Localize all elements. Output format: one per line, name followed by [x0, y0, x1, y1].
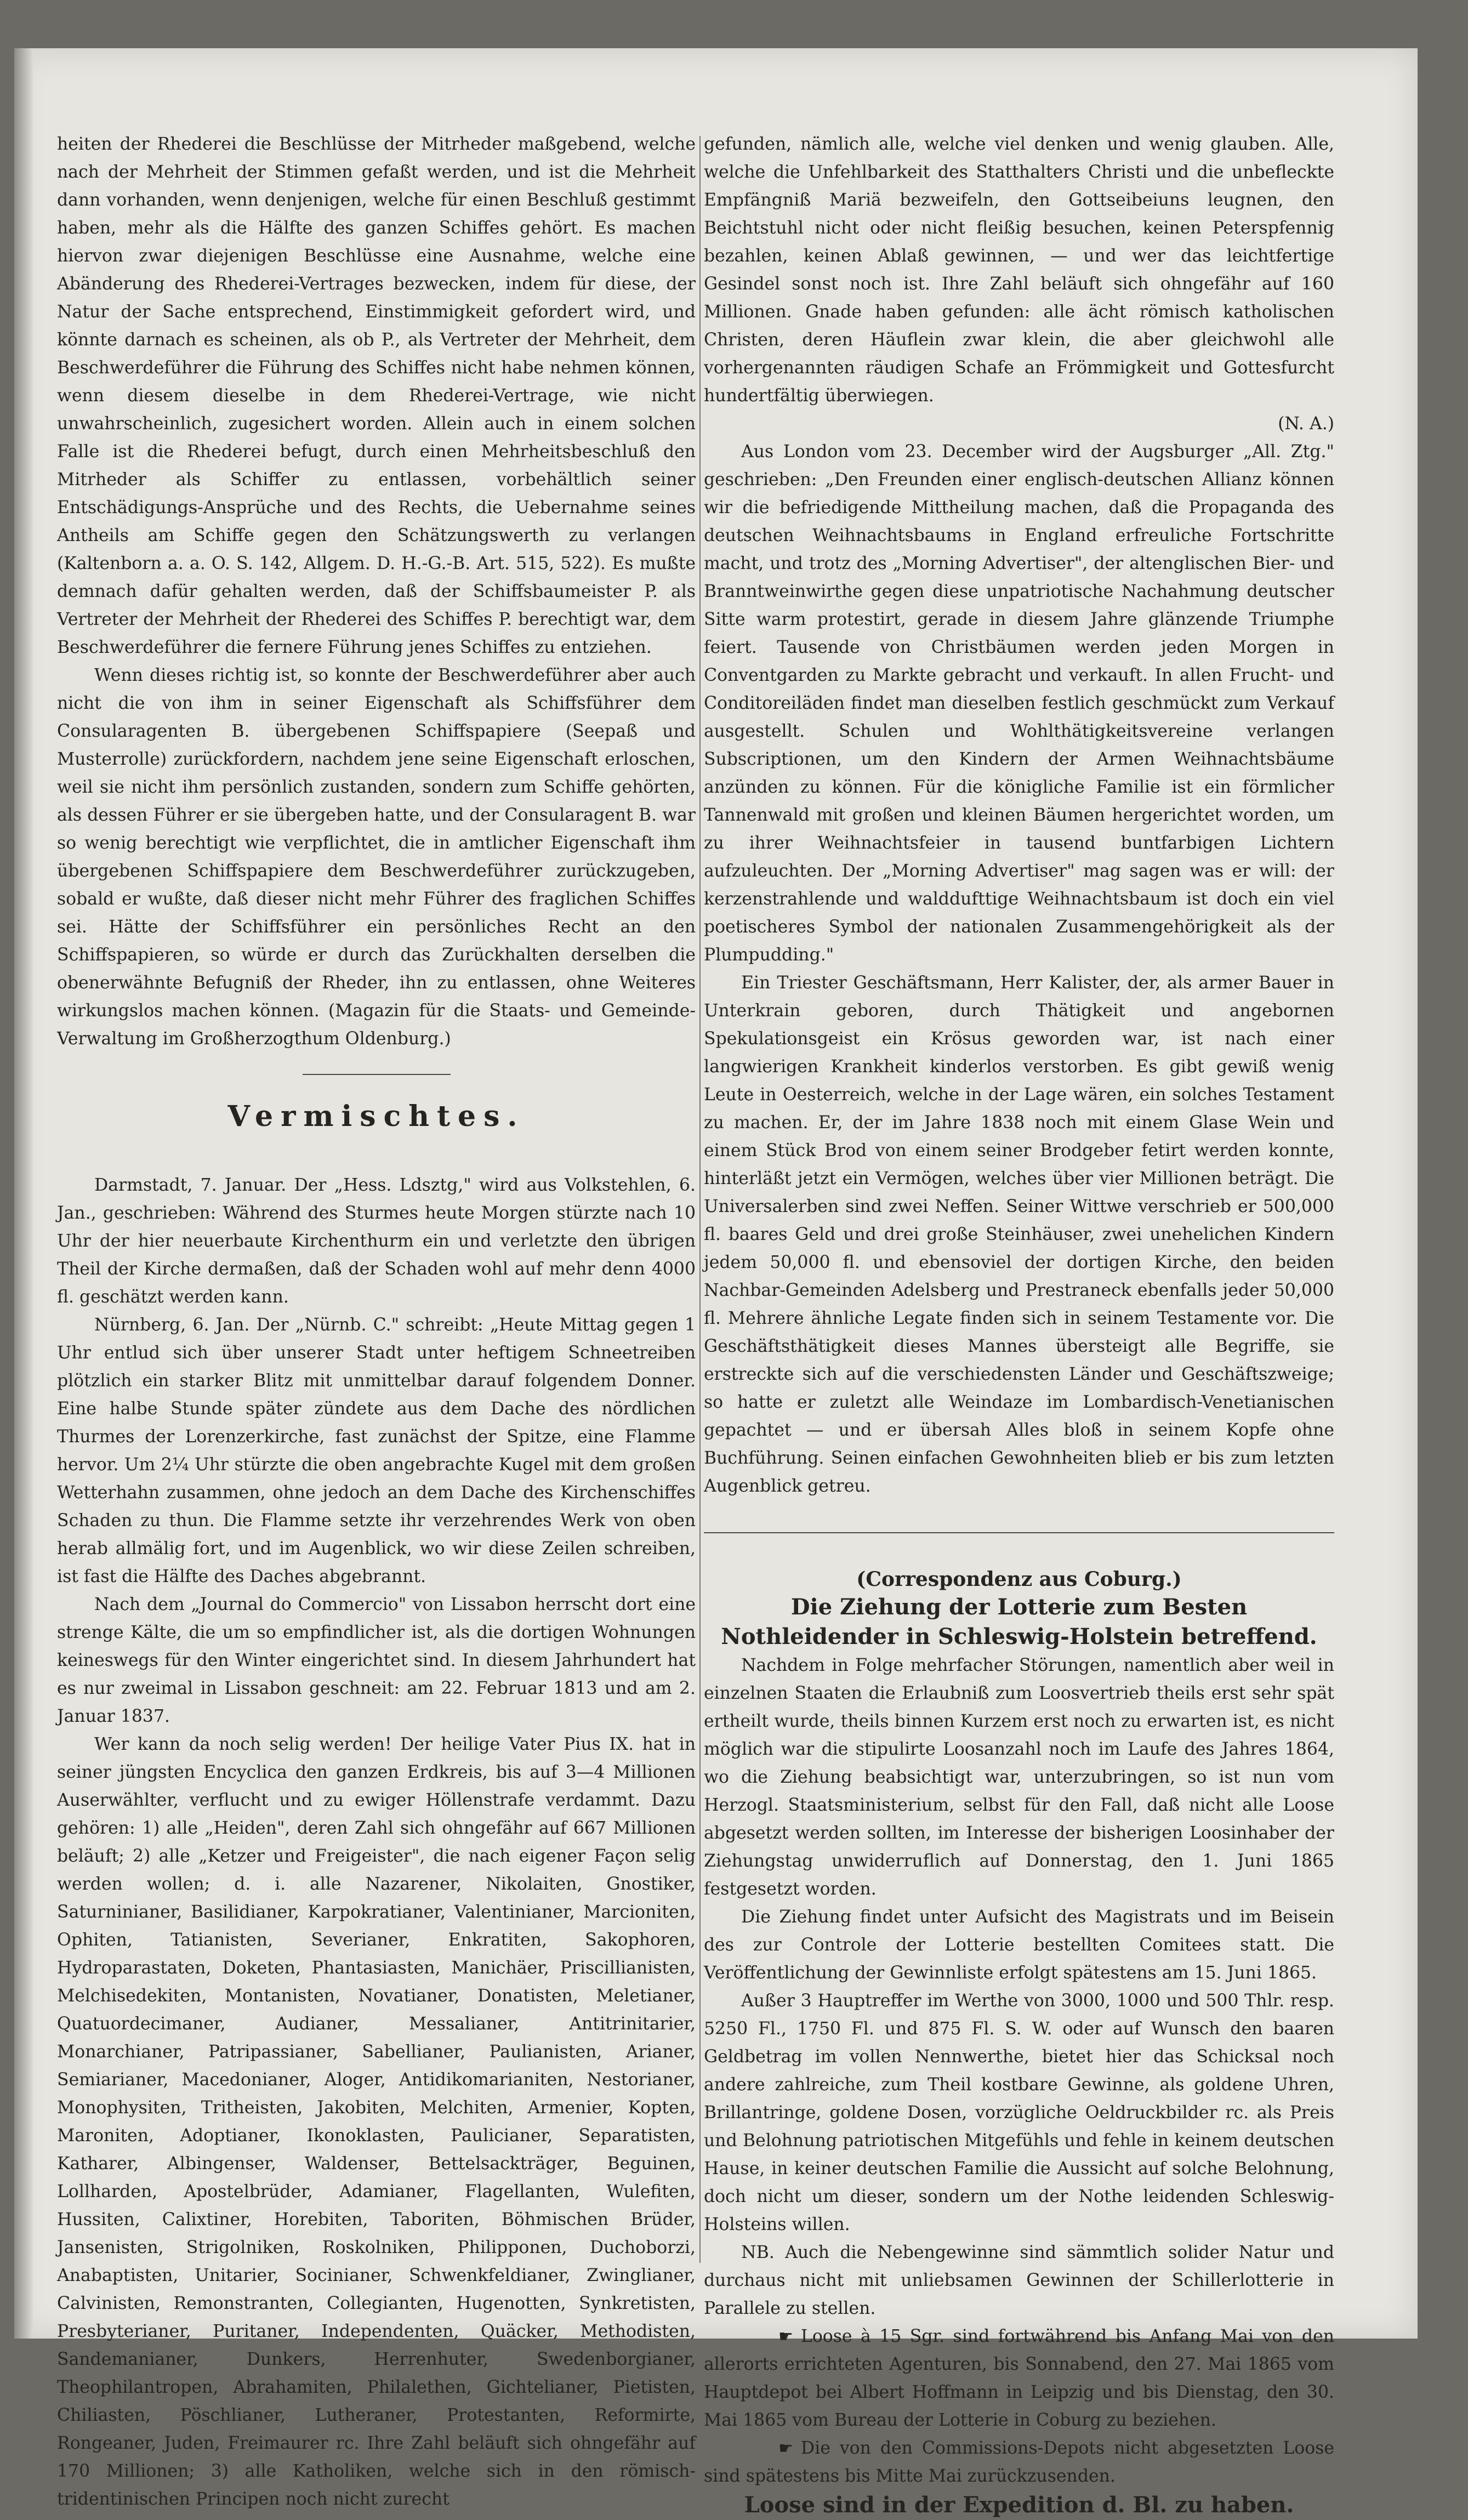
pointing-hand-icon: ☛ [778, 2327, 793, 2346]
lottery-article-title: Die Ziehung der Lotterie zum Besten Nothleidender in Schleswig-Holstein betreffend. [721, 1594, 1317, 1649]
loose-price-text: Loose à 15 Sgr. sind fortwährend bis Anfang Mai von den allerorts errichteten Agenturen, bis Sonnabend, den 27. Mai 1865 vom Hauptdepot bei Albert Hoffmann in Leipzig und bis Dienstag, den 30. Mai 1865 vom Bureau der Lotterie in Coburg zu beziehen. [704, 2326, 1334, 2430]
article-selig-continued: gefunden, nämlich alle, welche viel denken und wenig glauben. Alle, welche die Unfehlbarkeit des Statthalters Christi und die unbefleckte Empfängniß Mariä bezweifeln, den Gottseibeiuns leugnen, den Beichtstuhl nicht oder nicht fleißig besuchen, keinen Peterspfennig bezahlen, keinen Ablaß gewinnen, — und wer das leichtfertige Gesindel sonst noch ist. Ihre Zahl beläuft sich ohngefähr auf 160 Millionen. Gnade haben gefunden: alle ächt römisch katholischen Christen, deren Häuflein zwar klein, die aber gleichwohl alle vorhergenannten räudigen Schafe an Frömmigkeit und Gottesfurcht hundertfältig überwiegen. [704, 134, 1334, 406]
expedition-notice: Loose sind in der Expedition d. Bl. zu haben. [744, 2492, 1294, 2518]
return-loose-text: Die von den Commissions-Depots nicht abgesetzten Loose sind spätestens bis Mitte Mai zurückzusenden. [704, 2438, 1334, 2486]
lottery-paragraph-nb: NB. Auch die Nebengewinne sind sämmtlich solider Natur und durchaus nicht mit unliebsamen Gewinnen der Schillerlotterie in Parallele zu stellen. [704, 2243, 1334, 2318]
left-column [57, 130, 696, 2513]
article-lissabon: Nach dem „Journal do Commercio" von Lissabon herrscht dort eine strenge Kälte, die um so empfindlicher ist, als die dortigen Wohnungen keineswegs für den Winter eingerichtet sind. In diesem Jahrhundert hat es nur zweimal in Lissabon geschneit: am 22. Februar 1813 und am 2. Januar 1837. [57, 1595, 696, 1726]
lottery-paragraph-1: Nachdem in Folge mehrfacher Störungen, namentlich aber weil in einzelnen Staaten die Erlaubniß zum Loosvertrieb theils erst sehr spät ertheilt wurde, theils binnen Kurzem erst noch zu erwarten ist, es nicht möglich war die stipulirte Loosanzahl noch im Laufe des Jahres 1864, wo die Ziehung beabsichtigt war, unterzubringen, so ist nun vom Herzogl. Staatsministerium, selbst für den Fall, daß nicht alle Loose abgesetzt werden sollten, im Interesse der bisherigen Loosinhaber der Ziehungstag unwiderruflich auf Donnerstag, den 1. Juni 1865 festgesetzt worden. [704, 1656, 1334, 1899]
article-nuernberg: Nürnberg, 6. Jan. Der „Nürnb. C." schreibt: „Heute Mittag gegen 1 Uhr entlud sich über unserer Stadt unter heftigem Schneetreiben plötzlich ein starker Blitz mit unmittelbar darauf folgendem Donner. Eine halbe Stunde später zündete aus dem Dache des nördlichen Thurmes der Lorenzerkirche, fast zunächst der Spitze, eine Flamme hervor. Um 2¼ Uhr stürzte die oben angebrachte Kugel mit dem großen Wetterhahn zusammen, ohne jedoch an dem Dache des Kirchenschiffes Schaden zu thun. Die Flamme setzte ihr verzehrendes Werk von oben herab allmälig fort, und im Augenblick, wo wir diese Zeilen schreiben, ist fast die Hälfte des Daches abgebrannt. [57, 1315, 696, 1586]
column-divider [699, 136, 701, 2263]
article-london: Aus London vom 23. December wird der Augsburger „All. Ztg." geschrieben: „Den Freunden einer englisch-deutschen Allianz können wir die befriedigende Mittheilung machen, daß die Propaganda des deutschen Weihnachtsbaums in England erfreuliche Fortschritte macht, und trotz des „Morning Advertiser", der altenglischen Bier- und Branntweinwirthe gegen diese unpatriotische Nachahmung deutscher Sitte warm protestirt, gerade in diesem Jahre glänzende Triumphe feiert. Tausende von Christbäumen werden jeden Morgen in Conventgarden zu Markte gebracht und verkauft. In allen Frucht- und Conditoreiläden findet man dieselben festlich geschmückt zum Verkauf ausgestellt. Schulen und Wohlthätigkeitsvereine verlangen Subscriptionen, um den Kindern der Armen Weihnachtsbäume anzünden zu können. Für die königliche Familie ist ein förmlicher Tannenwald mit großen und kleinen Bäumen hergerichtet worden, um zu ihrer Weihnachtsfeier in tausend buntfarbigen Lichtern aufzuleuchten. Der „Morning Advertiser" mag sagen was er will: der kerzenstrahlende und walddufttige Weihnachtsbaum ist doch ein viel poetischeres Symbol der nationalen Zusammengehörigkeit als der Plumpudding." [704, 442, 1334, 965]
section-rule-long [704, 1532, 1334, 1533]
correspondence-subtitle: (Correspondenz aus Coburg.) [856, 1568, 1182, 1591]
article-triest: Ein Triester Geschäftsmann, Herr Kalister, der, als armer Bauer in Unterkrain geboren, durch Thätigkeit und angebornen Spekulationsgeist ein Krösus geworden war, ist nach einer langwierigen Krankheit kinderlos verstorben. Es gibt gewiß wenig Leute in Oesterreich, welche in der Lage wären, ein solches Testament zu machen. Er, der im Jahre 1838 noch mit einem Glase Wein und einem Stück Brod von einem seiner Brodgeber fetirt werden konnte, hinterläßt jetzt ein Vermögen, welches über vier Millionen beträgt. Die Universalerben sind zwei Neffen. Seiner Wittwe verschrieb er 500,000 fl. baares Geld und drei große Steinhäuser, zwei unehelichen Kindern jedem 50,000 fl. und ebensoviel der dortigen Kirche, den beiden Nachbar-Gemeinden Adelsberg und Prestraneck ebenfalls jeder 50,000 fl. Mehrere ähnliche Legate finden sich in seinem Testamente vor. Die Geschäftsthätigkeit dieses Mannes übersteigt alle Begriffe, sie erstreckte sich auf die verschiedensten Länder und Geschäftszweige; so hatte er zuletzt alle Weindaze im Lombardisch-Venetianischen gepachtet — und er übersah Alles bloß in seinem Kopfe ohne Buchführung. Seinen einfachen Gewohnheiten blieb er bis zum letzten Augenblick getreu. [704, 973, 1334, 1496]
lottery-paragraph-return [704, 2434, 1334, 2490]
pointing-hand-icon: ☛ [778, 2439, 793, 2458]
shipping-law-paragraph-1: heiten der Rhederei die Beschlüsse der Mitrheder maßgebend, welche nach der Mehrheit der Stimmen gefaßt werden, und ist die Mehrheit dann vorhanden, wenn denjenigen, welche für einen Beschluß gestimmt haben, mehr als die Hälfte des ganzen Schiffes gehört. Es machen hiervon zwar diejenigen Beschlüsse eine Ausnahme, welche eine Abänderung des Rhederei-Vertrages bezwecken, indem für diese, der Natur der Sache entsprechend, Einstimmigkeit gefordert wird, und könnte darnach es scheinen, als ob P., als Vertreter der Mehrheit, dem Beschwerdeführer die Führung des Schiffes nicht habe nehmen können, wenn diesem dieselbe in dem Rhederei-Vertrage, wie nicht unwahrscheinlich, zugesichert worden. Allein auch in einem solchen Falle ist die Rhederei befugt, durch einen Mehrheitsbeschluß den Mitrheder als Schiffer zu entlassen, vorbehältlich seiner Entschädigungs-Ansprüche und des Rechts, die Uebernahme seines Antheils am Schiffe gegen den Schätzungswerth zu verlangen (Kaltenborn a. a. O. S. 142, Allgem. D. H.-G.-B. Art. 515, 522). Es mußte demnach dafür gehalten werden, daß der Schiffsbaumeister P. als Vertreter der Mehrheit der Rhederei des Schiffes P. berechtigt war, dem Beschwerdeführer die fernere Führung jenes Schiffes zu entziehen. [57, 134, 696, 657]
article-darmstadt: Darmstadt, 7. Januar. Der „Hess. Ldsztg," wird aus Volkstehlen, 6. Jan., geschrieben: Während des Sturmes heute Morgen stürzte nach 10 Uhr der hier neuerbaute Kirchenthurm ein und verletzte den übrigen Theil der Kirche dermaßen, daß der Schaden wohl auf mehr denn 4000 fl. geschätzt werden kann. [57, 1175, 696, 1307]
section-rule [303, 1074, 451, 1075]
newspaper-page [14, 48, 1418, 2518]
right-column [704, 130, 1334, 2520]
article-selig-werden: Wer kann da noch selig werden! Der heilige Vater Pius IX. hat in seiner jüngsten Encyclica den ganzen Erdkreis, bis auf 3—4 Millionen Auserwählter, verflucht und zu ewiger Höllenstrafe verdammt. Dazu gehören: 1) alle „Heiden", deren Zahl sich ohngefähr auf 667 Millionen beläuft; 2) alle „Ketzer und Freigeister", die nach eigener Façon selig werden wollen; d. i. alle Nazarener, Nikolaiten, Gnostiker, Saturninianer, Basilidianer, Karpokratianer, Valentinianer, Marcioniten, Ophiten, Tatianisten, Severianer, Enkratiten, Sakophoren, Hydroparastaten, Doketen, Phantasiasten, Manichäer, Priscillianisten, Melchisedekiten, Montanisten, Novatianer, Donatisten, Meletianer, Quatuordecimaner, Audianer, Messalianer, Antitrinitarier, Monarchianer, Patripassianer, Sabellianer, Paulianisten, Arianer, Semiarianer, Macedonianer, Aloger, Antidikomarianiten, Nestorianer, Monophysiten, Tritheisten, Jakobiten, Melchiten, Armenier, Kopten, Maroniten, Adoptianer, Ikonoklasten, Paulicianer, Separatisten, Katharer, Albingenser, Waldenser, Bettelsackträger, Beguinen, Lollharden, Apostelbrüder, Adamianer, Flagellanten, Wulefiten, Hussiten, Calixtiner, Horebiten, Taboriten, Böhmischen Brüder, Jansenisten, Strigolniken, Roskolniken, Philipponen, Duchoborzi, Anabaptisten, Unitarier, Socinianer, Schwenkfeldianer, Zwinglianer, Calvinisten, Remonstranten, Collegianten, Hugenotten, Synkretisten, Presbyterianer, Puritaner, Independenten, Quäcker, Methodisten, Sandemanianer, Dunkers, Herrenhuter, Swedenborgianer, Theophilantropen, Abrahamiten, Philalethen, Gichtelianer, Pietisten, Chiliasten, Pöschlianer, Lutheraner, Protestanten, Reformirte, Rongeaner, Juden, Freimaurer rc. Ihre Zahl beläuft sich ohngefähr auf 170 Millionen; 3) alle Katholiken, welche sich in den römisch-tridentinischen Principen noch nicht zurecht [57, 1734, 696, 2509]
article-source: (N. A.) [1278, 414, 1334, 434]
shipping-law-paragraph-2: Wenn dieses richtig ist, so konnte der Beschwerdeführer aber auch nicht die von ihm in seiner Eigenschaft als Schiffsführer dem Consularagenten B. übergebenen Schiffspapiere (Seepaß und Musterrolle) zurückfordern, nachdem jene seine Eigenschaft erloschen, weil sie nicht ihm persönlich zustanden, sondern zum Schiffe gehörten, als dessen Führer er sie übergeben hatte, und der Consularagent B. war so wenig berechtigt wie verpflichtet, die in amtlicher Eigenschaft ihm übergebenen Schiffspapiere dem Beschwerdeführer zurückzugeben, sobald er wußte, daß dieser nicht mehr Führer des fraglichen Schiffes sei. Hätte der Schiffsführer ein persönliches Recht an den Schiffspapieren, so würde er durch das Zurückhalten derselben die obenerwähnte Befugniß der Rheder, ihn zu entlassen, ohne Weiteres wirkungslos machen können. (Magazin für die Staats- und Gemeinde-Verwaltung im Großherzogthum Oldenburg.) [57, 665, 696, 1049]
lottery-paragraph-loose-price [704, 2323, 1334, 2434]
page-spine-shadow [14, 48, 33, 2339]
section-heading-vermischtes: Vermischtes. [227, 1100, 525, 1133]
lottery-paragraph-2: Die Ziehung findet unter Aufsicht des Magistrats und im Beisein des zur Controle der Lotterie bestellten Comitees statt. Die Veröffentlichung der Gewinnliste erfolgt spätestens am 15. Juni 1865. [704, 1907, 1334, 1983]
lottery-paragraph-3: Außer 3 Hauptreffer im Werthe von 3000, 1000 und 500 Thlr. resp. 5250 Fl., 1750 Fl. und 875 Fl. S. W. oder auf Wunsch den baaren Geldbetrag im vollen Nennwerthe, bietet hier das Schicksal noch andere zahlreiche, zum Theil kostbare Gewinne, als goldene Uhren, Brillantringe, goldene Dosen, vorzügliche Oeldruckbilder rc. als Preis und Belohnung patriotischen Mitgefühls und fehle in keinem deutschen Hause, in keiner deutschen Familie die Aussicht auf solche Belohnung, doch nicht um dieser, sondern um der Nothe leidenden Schleswig-Holsteins willen. [704, 1991, 1334, 2234]
